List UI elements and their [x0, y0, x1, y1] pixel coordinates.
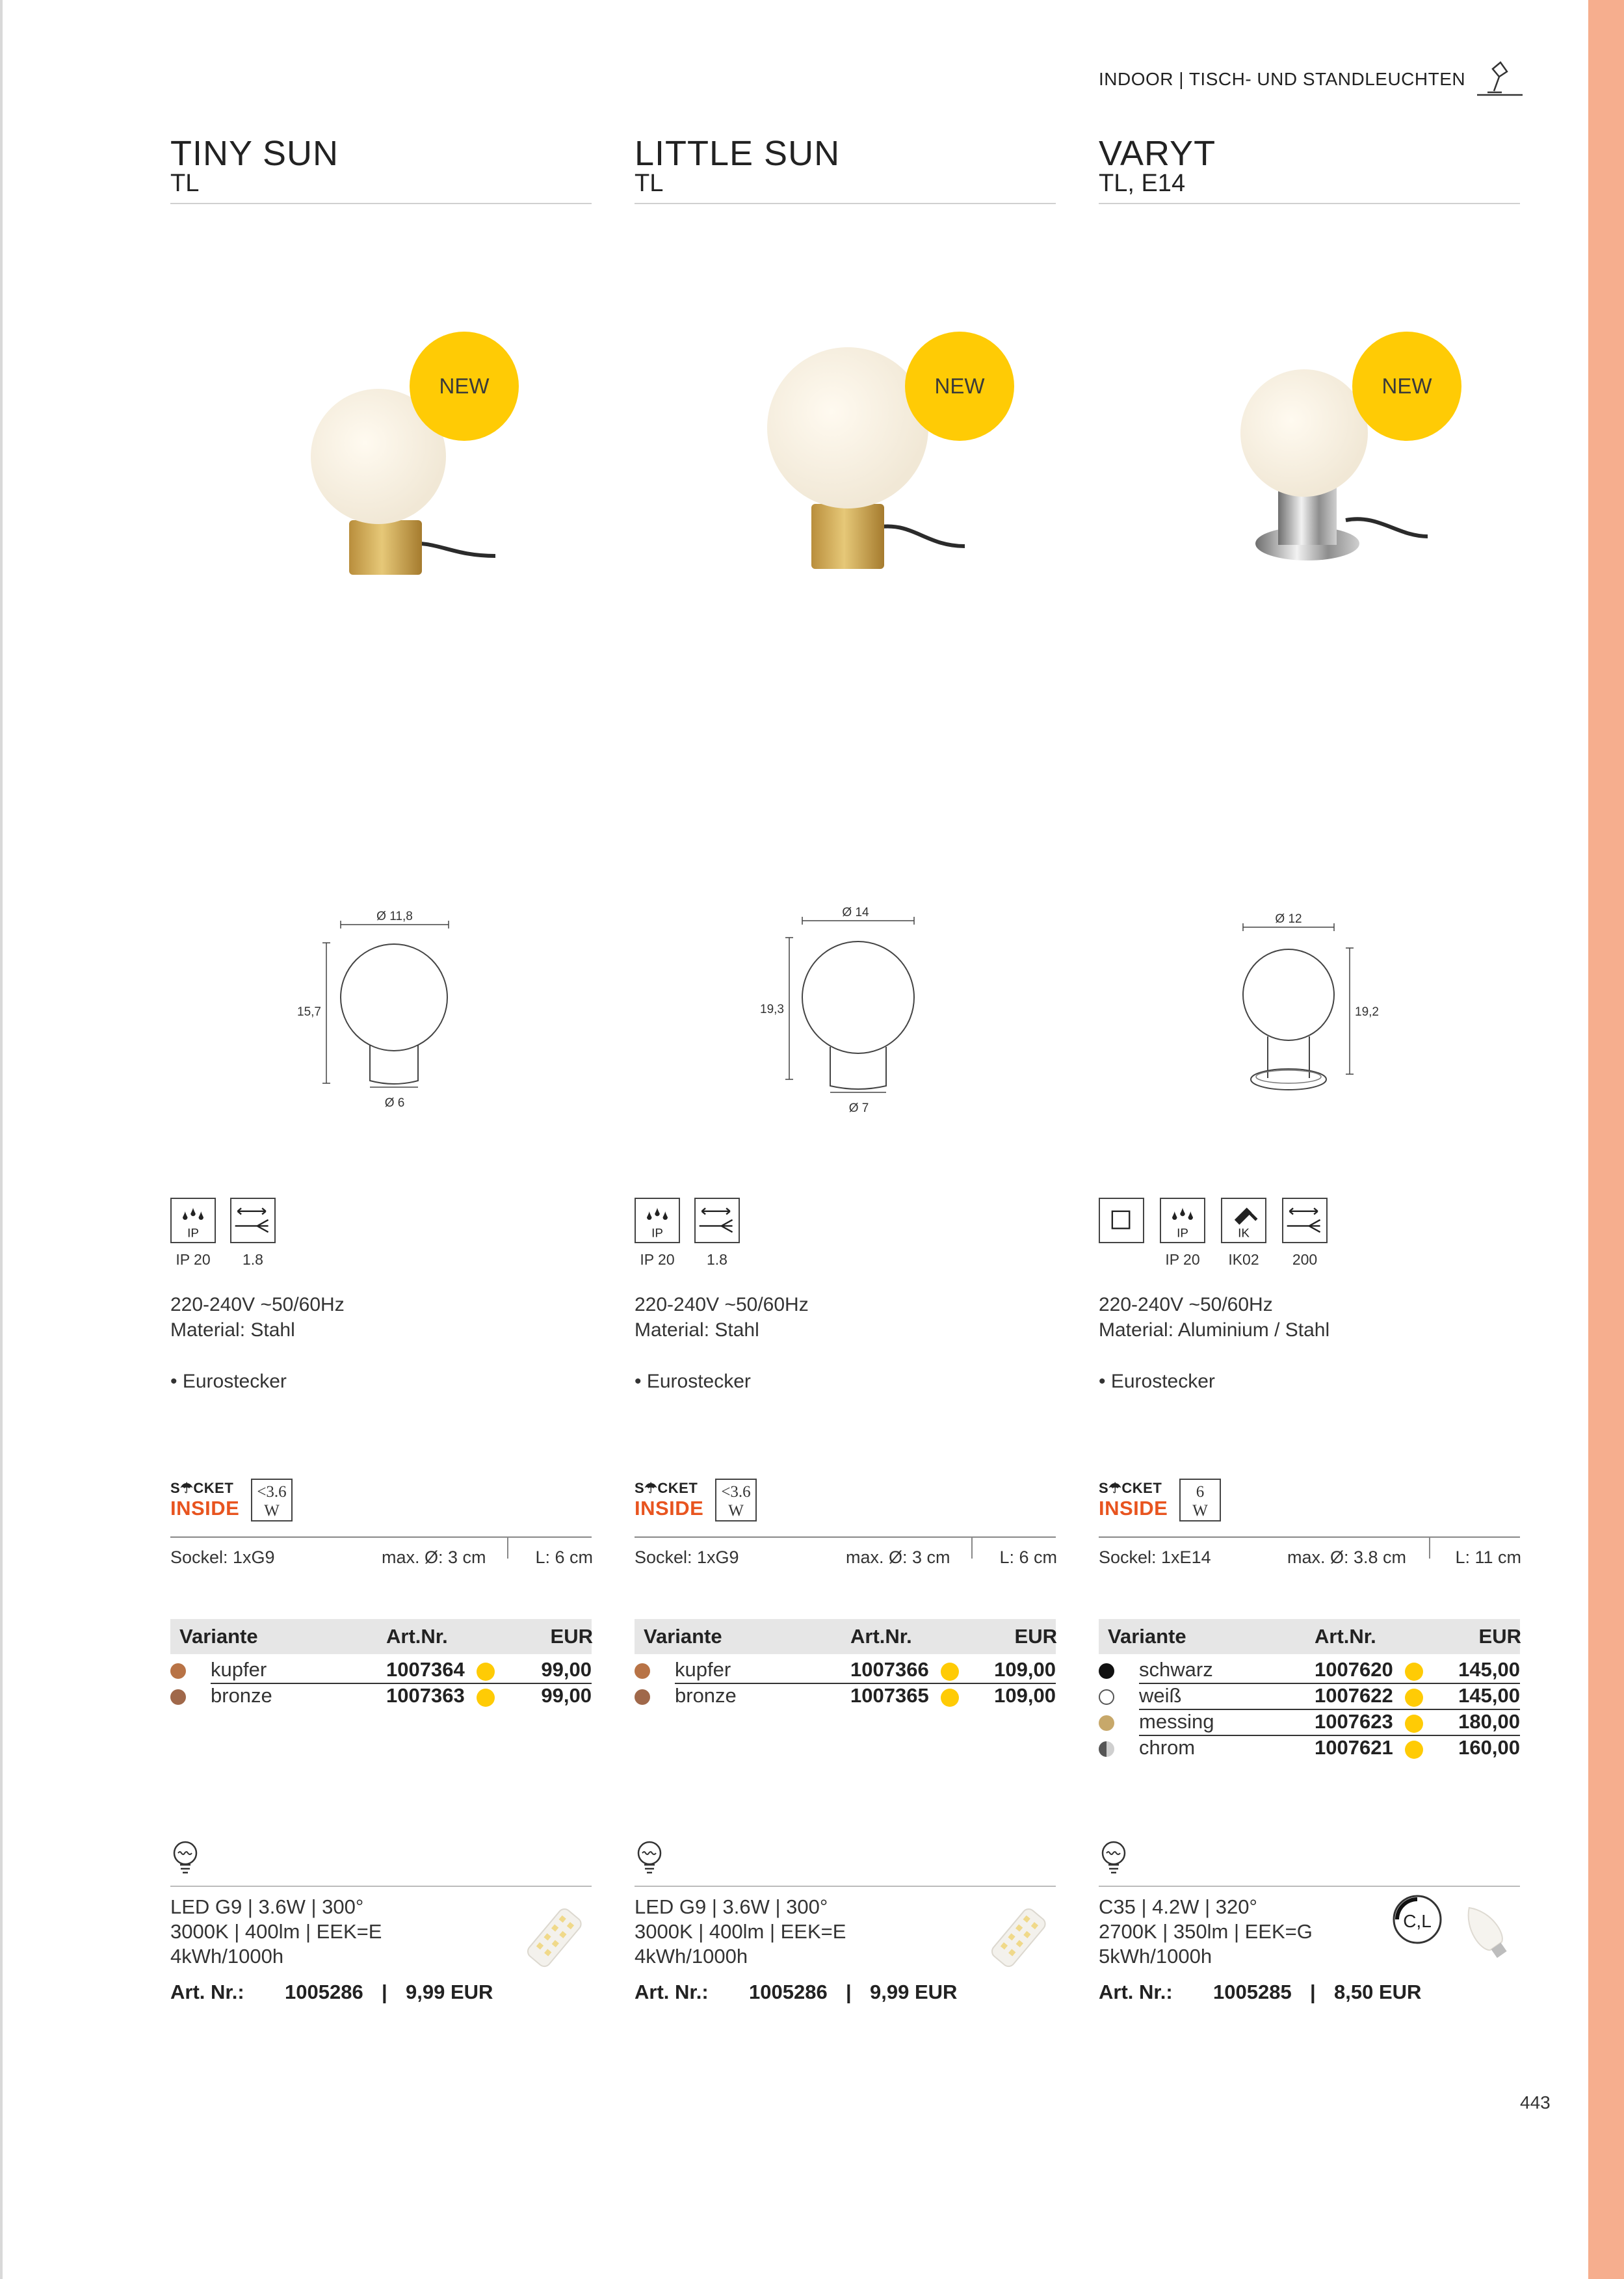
new-badge: NEW: [905, 332, 1014, 441]
lamp-spec: 2700K | 350lm | EEK=G: [1099, 1920, 1313, 1943]
property-icons: [635, 1198, 1057, 1269]
variant-row: chrom 1007621 160,00: [1099, 1735, 1520, 1761]
new-badge: NEW: [410, 332, 519, 441]
ip-label: IP: [1177, 1226, 1188, 1240]
dimension-side: 19,3: [760, 1003, 784, 1016]
availability-dot: [941, 1663, 959, 1681]
dimension-drawing: [635, 897, 1057, 1131]
spec-length: L: 6 cm: [999, 1548, 1057, 1567]
lamp-spec: 3000K | 400lm | EEK=E: [635, 1920, 846, 1943]
availability-dot: [1405, 1689, 1423, 1707]
product-title: VARYT: [1099, 134, 1216, 173]
availability-dot: [477, 1663, 495, 1681]
availability-dot: [1405, 1741, 1423, 1759]
spec-material: Material: Stahl: [635, 1319, 759, 1341]
lamp-divider: [635, 1886, 1056, 1887]
dimension-side: 15,7: [297, 1005, 321, 1019]
spec-tick: [1429, 1538, 1430, 1559]
spec-feature: • Eurostecker: [635, 1371, 751, 1392]
header-variant: Variante: [179, 1625, 258, 1648]
header-eur: EUR: [550, 1625, 593, 1648]
cable-length-icon: [694, 1198, 740, 1243]
header-eur: EUR: [1478, 1625, 1521, 1648]
cable-length-icon: [1282, 1198, 1328, 1243]
spec-max-diameter: max. Ø: 3.8 cm: [1287, 1548, 1407, 1567]
product-column-tiny-sun: TINY SUN TL NEW Ø 11,8 15,7 Ø 6 IP IP 20 1.8 220-240V ~50/60Hz Material: Stahl • Eurostecker S☂CKET INSIDE <3.6 W Sockel: 1xG9 max. Ø: 3 cm L: 6 cm Variante Art.Nr. EUR kupfer 1007364 99,00 bronze 1007363 99,00 LED G9 | 3.6W | 300° 3000K | 400lm | EEK=E 4kWh/1000h Art. Nr.: 1005286 | 9,99 EUR: [170, 0, 593, 2279]
spec-feature: • Eurostecker: [170, 1371, 287, 1392]
dimension-top: Ø 14: [842, 906, 869, 919]
title-divider: [635, 203, 1056, 204]
lamp-spec: LED G9 | 3.6W | 300°: [170, 1895, 364, 1918]
header-variant: Variante: [644, 1625, 722, 1648]
product-subtitle: TL: [170, 170, 200, 197]
wattage-box: <3.6 W: [251, 1479, 293, 1522]
spec-max-diameter: max. Ø: 3 cm: [382, 1548, 486, 1567]
lamp-spec: 4kWh/1000h: [170, 1945, 284, 1968]
variant-row: weiß 1007622 145,00: [1099, 1683, 1520, 1709]
light-bulb-icon: [1099, 1840, 1129, 1878]
product-column-varyt: VARYT TL, E14 NEW Ø 12 19,2 IP IP 20 IK IK02 200 220-240V ~50/60Hz Material: Aluminium / Stahl • Eurostecker S☂CKET INSIDE 6 W Sockel: 1xE14 max. Ø: 3.8 cm L: 11 cm Variante Art.Nr. EUR schwarz 1007620 145,00 weiß 1007622 145,00 messing 1007623 180,00 chrom 1007621 160,00 C35 | 4.2W | 320° 2700K | 350lm | EEK=G 5kWh/1000h Art. Nr.: 1005285 | 8,50 EUR C,L: [1099, 134, 1521, 2003]
spec-max-diameter: max. Ø: 3 cm: [846, 1548, 950, 1567]
spec-sockel: Sockel: 1xE14: [1099, 1548, 1211, 1567]
dimension-bottom: Ø 7: [848, 1101, 869, 1115]
spec-tick: [971, 1538, 973, 1559]
dimension-drawing: [1099, 897, 1521, 1131]
variant-row: schwarz 1007620 145,00: [1099, 1657, 1520, 1683]
spec-voltage: 220-240V ~50/60Hz: [1099, 1294, 1273, 1315]
spec-length: L: 11 cm: [1455, 1548, 1521, 1567]
lamp-divider: [170, 1886, 592, 1887]
ik-label: IK: [1238, 1226, 1250, 1240]
spec-material: Material: Aluminium / Stahl: [1099, 1319, 1330, 1341]
availability-dot: [477, 1689, 495, 1707]
ip-rating-icon: [1160, 1198, 1205, 1243]
variant-row: messing 1007623 180,00: [1099, 1709, 1520, 1735]
cable-length-value: 200: [1292, 1251, 1318, 1268]
spec-material: Material: Stahl: [170, 1319, 295, 1341]
lamp-spec: 3000K | 400lm | EEK=E: [170, 1920, 382, 1943]
color-swatch: [1099, 1741, 1114, 1757]
ip-rating-icon: [170, 1198, 216, 1243]
light-bulb-icon: [635, 1840, 664, 1878]
lamp-spec: 4kWh/1000h: [635, 1945, 748, 1968]
property-icons: [1099, 1198, 1521, 1269]
dimension-top: Ø 12: [1275, 912, 1302, 926]
cable-length-value: 1.8: [707, 1251, 727, 1268]
dimmable-cl-icon: [1391, 1893, 1443, 1945]
spec-voltage: 220-240V ~50/60Hz: [170, 1294, 345, 1315]
product-subtitle: TL, E14: [1099, 170, 1186, 197]
header-variant: Variante: [1108, 1625, 1186, 1648]
header-eur: EUR: [1014, 1625, 1057, 1648]
title-divider: [1099, 203, 1520, 204]
dimension-top: Ø 11,8: [376, 910, 413, 923]
variant-row: bronze 1007363 99,00: [170, 1683, 592, 1709]
ip-label: IP: [187, 1226, 199, 1240]
light-bulb-icon: [170, 1840, 200, 1878]
new-badge: NEW: [1352, 332, 1461, 441]
title-divider: [170, 203, 592, 204]
spec-divider: [635, 1536, 1056, 1538]
lamp-spec: 5kWh/1000h: [1099, 1945, 1212, 1968]
socket-inside-logo: S☂CKET INSIDE: [1099, 1480, 1168, 1520]
cable-length-icon: [230, 1198, 276, 1243]
color-swatch: [635, 1689, 650, 1705]
product-photo: [1099, 312, 1521, 650]
product-photo: [170, 312, 593, 650]
cable-length-value: 1.8: [242, 1251, 263, 1268]
ip-rating-icon: [635, 1198, 680, 1243]
header-art-nr: Art.Nr.: [850, 1625, 912, 1648]
availability-dot: [1405, 1663, 1423, 1681]
socket-inside-logo: S☂CKET INSIDE: [635, 1480, 704, 1520]
color-swatch: [1099, 1715, 1114, 1731]
product-title: LITTLE SUN: [635, 134, 841, 173]
variant-row: bronze 1007365 109,00: [635, 1683, 1056, 1709]
product-title: TINY SUN: [170, 134, 339, 173]
chapter-color-strip: [1588, 0, 1624, 2279]
color-swatch: [1099, 1663, 1114, 1679]
header-art-nr: Art.Nr.: [386, 1625, 448, 1648]
spec-voltage: 220-240V ~50/60Hz: [635, 1294, 809, 1315]
socket-inside-logo: S☂CKET INSIDE: [170, 1480, 240, 1520]
ip-value: IP 20: [640, 1251, 675, 1268]
color-swatch: [170, 1663, 186, 1679]
dimension-drawing: [170, 897, 593, 1131]
header-art-nr: Art.Nr.: [1315, 1625, 1376, 1648]
spec-tick: [507, 1538, 508, 1559]
left-margin-rule: [0, 0, 3, 2279]
lamp-divider: [1099, 1886, 1520, 1887]
color-swatch: [635, 1663, 650, 1679]
dimension-bottom: Ø 6: [384, 1096, 405, 1110]
lamp-spec: C35 | 4.2W | 320°: [1099, 1895, 1257, 1918]
g9-lamp-photo: [979, 1901, 1051, 1983]
spec-divider: [170, 1536, 592, 1538]
spec-feature: • Eurostecker: [1099, 1371, 1215, 1392]
ip-value: IP 20: [176, 1251, 211, 1268]
color-swatch: [1099, 1689, 1114, 1705]
wattage-box: <3.6 W: [715, 1479, 757, 1522]
g9-lamp-photo: [515, 1901, 586, 1983]
product-column-little-sun: LITTLE SUN TL NEW Ø 14 19,3 Ø 7 IP IP 20 1.8 220-240V ~50/60Hz Material: Stahl • Eurostecker S☂CKET INSIDE <3.6 W Sockel: 1xG9 max. Ø: 3 cm L: 6 cm Variante Art.Nr. EUR kupfer 1007366 109,00 bronze 1007365 109,00 LED G9 | 3.6W | 300° 3000K | 400lm | EEK=E 4kWh/1000h Art. Nr.: 1005286 | 9,99 EUR: [635, 0, 1057, 2279]
page-number: 443: [1520, 2092, 1551, 2113]
ip-label: IP: [651, 1226, 663, 1240]
spec-divider: [1099, 1536, 1520, 1538]
lamp-spec: LED G9 | 3.6W | 300°: [635, 1895, 828, 1918]
availability-dot: [1405, 1715, 1423, 1733]
ip-value: IP 20: [1165, 1251, 1200, 1268]
candle-lamp-photo: [1450, 1899, 1521, 1964]
ik-value: IK02: [1228, 1251, 1259, 1268]
section-header: INDOOR | TISCH- UND STANDLEUCHTEN: [1099, 69, 1466, 89]
availability-dot: [941, 1689, 959, 1707]
impact-rating-icon: [1221, 1198, 1266, 1243]
variant-row: kupfer 1007366 109,00: [635, 1657, 1056, 1683]
spec-sockel: Sockel: 1xG9: [170, 1548, 275, 1567]
protection-class-icon: [1099, 1198, 1144, 1243]
dimension-side: 19,2: [1355, 1005, 1379, 1019]
dimmable-label: C,L: [1403, 1911, 1432, 1931]
variant-row: kupfer 1007364 99,00: [170, 1657, 592, 1683]
color-swatch: [170, 1689, 186, 1705]
spec-length: L: 6 cm: [535, 1548, 593, 1567]
spec-sockel: Sockel: 1xG9: [635, 1548, 739, 1567]
wattage-box: 6 W: [1179, 1479, 1221, 1522]
product-subtitle: TL: [635, 170, 664, 197]
property-icons: [170, 1198, 593, 1269]
